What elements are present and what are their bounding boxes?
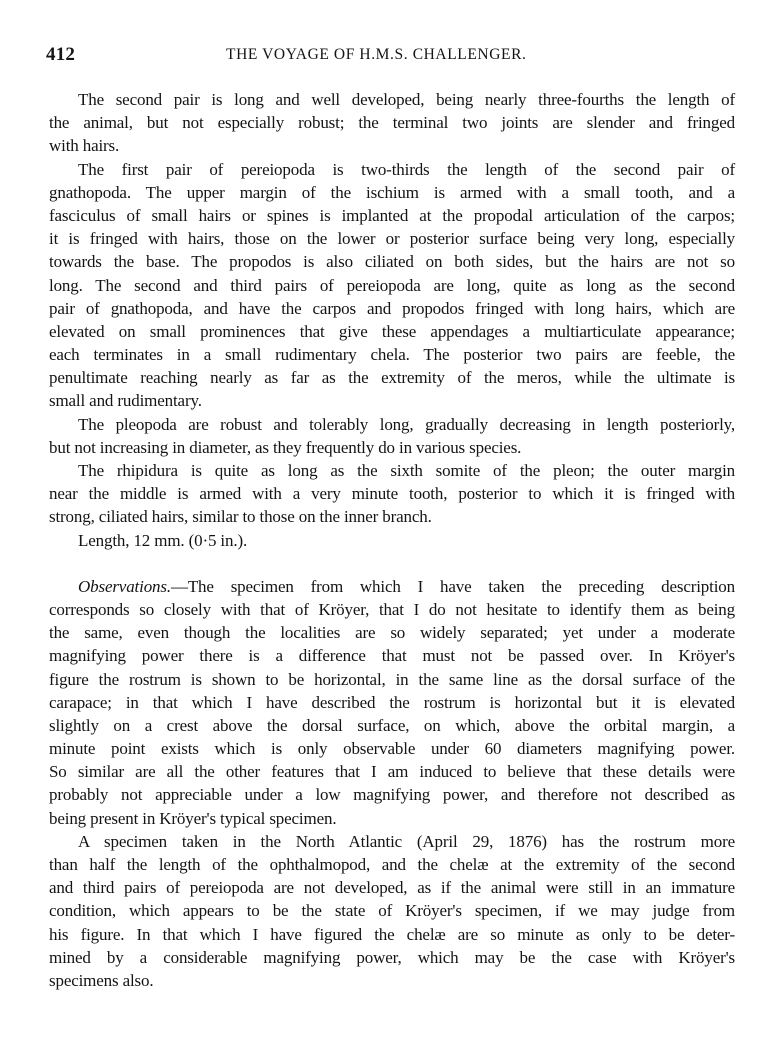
text-line: So similar are all the other features that I am induced to believe that these details were xyxy=(49,762,735,782)
paragraph-pereiopoda xyxy=(49,158,735,413)
text-line: the same, even though the localities are so widely separated; yet under a moderate xyxy=(49,623,735,643)
running-head xyxy=(46,44,732,70)
text-line: carapace; in that which I have described the rostrum is horizontal but it is elevated xyxy=(49,692,735,712)
text-line: The rhipidura is quite as long as the sixth somite of the pleon; the outer margin xyxy=(78,461,735,480)
text-line: specimens also. xyxy=(49,970,154,990)
text-line: penultimate reaching nearly as far as the extremity of the meros, while the ultimate is xyxy=(49,368,735,388)
text-line: A specimen taken in the North Atlantic (April 29, 1876) has the rostrum more xyxy=(78,831,735,851)
paragraph-north-atlantic-specimen xyxy=(49,830,735,992)
text-line: probably not appreciable under a low magnifying power, and therefore not described as xyxy=(49,785,735,805)
text-line: small and rudimentary. xyxy=(49,391,202,411)
text-line: gnathopoda. The upper margin of the ischium is armed with a small tooth, and a xyxy=(49,182,735,202)
text-line: towards the base. The propodos is also ciliated on both sides, but the hairs are not so xyxy=(49,252,735,272)
text-line: and third pairs of pereiopoda are not developed, as if the animal were still in an immature xyxy=(49,878,735,898)
text-line: The first pair of pereiopoda is two-thirds the length of the second pair of xyxy=(78,159,735,179)
observations-lead: —The specimen from which I have taken the preceding description xyxy=(170,576,735,596)
text-line: corresponds so closely with that of Kröyer, that I do not hesitate to identify them as being xyxy=(49,599,735,619)
text-line: his figure. In that which I have figured the chelæ are so minute as only to be deter- xyxy=(49,924,735,944)
text-line: being present in Kröyer's typical specimen. xyxy=(49,808,337,828)
text-line: condition, which appears to be the state of Kröyer's specimen, if we may judge from xyxy=(49,901,735,921)
text-line: pair of gnathopoda, and have the carpos and propodos fringed with long hairs, which are xyxy=(49,298,735,318)
paragraph-length xyxy=(49,529,735,552)
text-line: magnifying power there is a difference that must not be passed over. In Kröyer's xyxy=(49,646,735,666)
text-line: long. The second and third pairs of pereiopoda are long, quite as long as the second xyxy=(49,275,735,295)
observations-label: Observations. xyxy=(78,576,171,596)
running-title: THE VOYAGE OF H.M.S. CHALLENGER. xyxy=(226,46,527,63)
text-line: elevated on small prominences that give these appendages a multiarticulate appearance; xyxy=(49,321,735,341)
text-line: but not increasing in diameter, as they frequently do in various species. xyxy=(49,437,522,457)
body-text xyxy=(49,88,735,992)
text-line: Length, 12 mm. (0·5 in.). xyxy=(78,530,248,550)
paragraph-spacer xyxy=(49,552,735,575)
text-line: with hairs. xyxy=(49,136,120,156)
text-line: figure the rostrum is shown to be horizontal, in the same line as the dorsal surface of the xyxy=(49,669,735,689)
text-line: it is fringed with hairs, those on the lower or posterior surface being very long, especially xyxy=(49,229,735,249)
paragraph-second-pair xyxy=(49,88,735,158)
page-number: 412 xyxy=(46,44,76,65)
text-line: fasciculus of small hairs or spines is implanted at the propodal articulation of the carpos; xyxy=(49,205,735,225)
text-line: each terminates in a small rudimentary chela. The posterior two pairs are feeble, the xyxy=(49,345,735,365)
text-line: slightly on a crest above the dorsal surface, on which, above the orbital margin, a xyxy=(49,715,735,735)
text-line: The second pair is long and well developed, being nearly three-fourths the length of xyxy=(78,90,735,109)
text-line: mined by a considerable magnifying power, which may be the case with Kröyer's xyxy=(49,947,735,967)
text-line: strong, ciliated hairs, similar to those on the inner branch. xyxy=(49,507,432,527)
text-line xyxy=(49,575,735,598)
paragraph-pleopoda xyxy=(49,413,735,459)
text-line: The pleopoda are robust and tolerably long, gradually decreasing in length posteriorly, xyxy=(78,414,735,434)
text-line: near the middle is armed with a very minute tooth, posterior to which it is fringed with xyxy=(49,484,735,504)
text-line: the animal, but not especially robust; the terminal two joints are slender and fringed xyxy=(49,113,735,133)
paragraph-observations xyxy=(49,575,735,830)
paragraph-rhipidura xyxy=(49,459,735,529)
text-line: than half the length of the ophthalmopod, and the chelæ at the extremity of the second xyxy=(49,855,735,874)
text-line: minute point exists which is only observable under 60 diameters magnifying power. xyxy=(49,739,735,759)
